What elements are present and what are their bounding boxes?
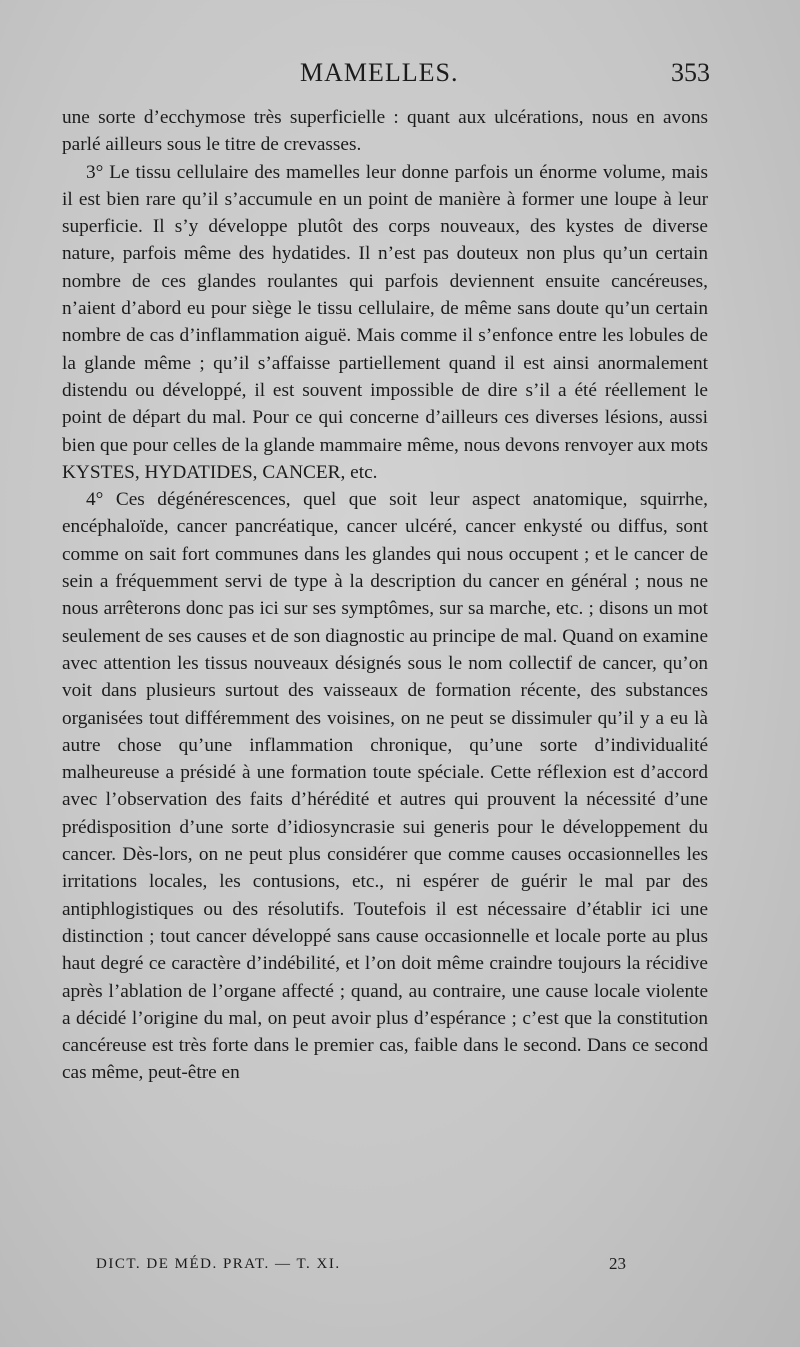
running-title: MAMELLES. bbox=[300, 58, 459, 87]
paragraph-4-degenerations: 4° Ces dégénérescences, quel que soit leur aspect anatomique, squirrhe, encéphaloïde, cancer pancréatique, cancer ulcéré, cancer enkysté ou diffus, sont comme on sait fort communes dans les glandes qui nous occupent ; et le cancer de sein a fréquemment servi de type à la description du cancer en général ; nous ne nous arrêterons donc pas ici sur ses symptômes, sur sa marche, etc. ; disons un mot seulement de ses causes et de son diagnostic au principe de mal. Quand on examine avec attention les tissus nouveaux désignés sous le nom collectif de cancer, qu’on voit dans plusieurs surtout des vaisseaux de formation récente, des substances organisées tout différemment des voisines, on ne peut se dissimuler qu’il y a eu là autre chose qu’une inflammation chronique, qu’une sorte d’individualité malheureuse a présidé à une formation toute spéciale. Cette réflexion est d’accord avec l’observation des faits d’hérédité et autres qui prouvent la nécessité d’une prédisposition d’une sorte d’idiosyncrasie sui generis pour le développement du cancer. Dès-lors, on ne peut plus considérer que comme causes occasionnelles les irritations locales, les contusions, etc., ni espérer de guérir le mal par des antiphlogistiques ou des résolutifs. Toutefois il est nécessaire d’établir ici une distinction ; tout cancer développé sans cause occasionnelle et locale porte au plus haut degré ce caractère d’indébilité, et l’on doit même craindre toujours la récidive après l’ablation de l’organe affecté ; quand, au contraire, une cause locale violente a décidé l’origine du mal, on peut avoir plus d’espérance ; c’est que la constitution cancéreuse est très forte dans le premier cas, faible dans le second. Dans ce second cas même, peut-être en bbox=[62, 489, 708, 1084]
page-header bbox=[60, 58, 710, 94]
paragraph-continuation: une sorte d’ecchymose très superficielle : quant aux ulcérations, nous en avons parlé ailleurs sous le titre de crevasses. bbox=[62, 107, 708, 156]
page-number: 353 bbox=[671, 58, 710, 87]
body-text bbox=[62, 104, 708, 1087]
paragraph-3-cellular-tissue: 3° Le tissu cellulaire des mamelles leur donne parfois un énorme volume, mais il est bien rare qu’il s’accumule en un point de manière à former une loupe à leur superficie. Il s’y développe plutôt des corps nouveaux, des kystes de diverse nature, parfois même des hydatides. Il n’est pas douteux non plus qu’un certain nombre de ces glandes roulantes qui parfois deviennent ensuite cancéreuses, n’aient d’abord eu pour siège le tissu cellulaire, de même sans doute qu’un certain nombre de cas d’inflammation aiguë. Mais comme il s’enfonce entre les lobules de la glande même ; qu’il s’affaisse partiellement quand il est ainsi anormalement distendu ou développé, il est souvent impossible de dire s’il a été réellement le point de départ du mal. Pour ce qui concerne d’ailleurs ces diverses lésions, aussi bien que pour celles de la glande mammaire même, nous devons renvoyer aux mots KYSTES, HYDATIDES, CANCER, etc. bbox=[62, 161, 708, 483]
page-footer bbox=[96, 1256, 656, 1286]
printer-signature: DICT. DE MÉD. PRAT. — T. XI. bbox=[96, 1256, 341, 1272]
signature-mark: 23 bbox=[609, 1254, 626, 1273]
